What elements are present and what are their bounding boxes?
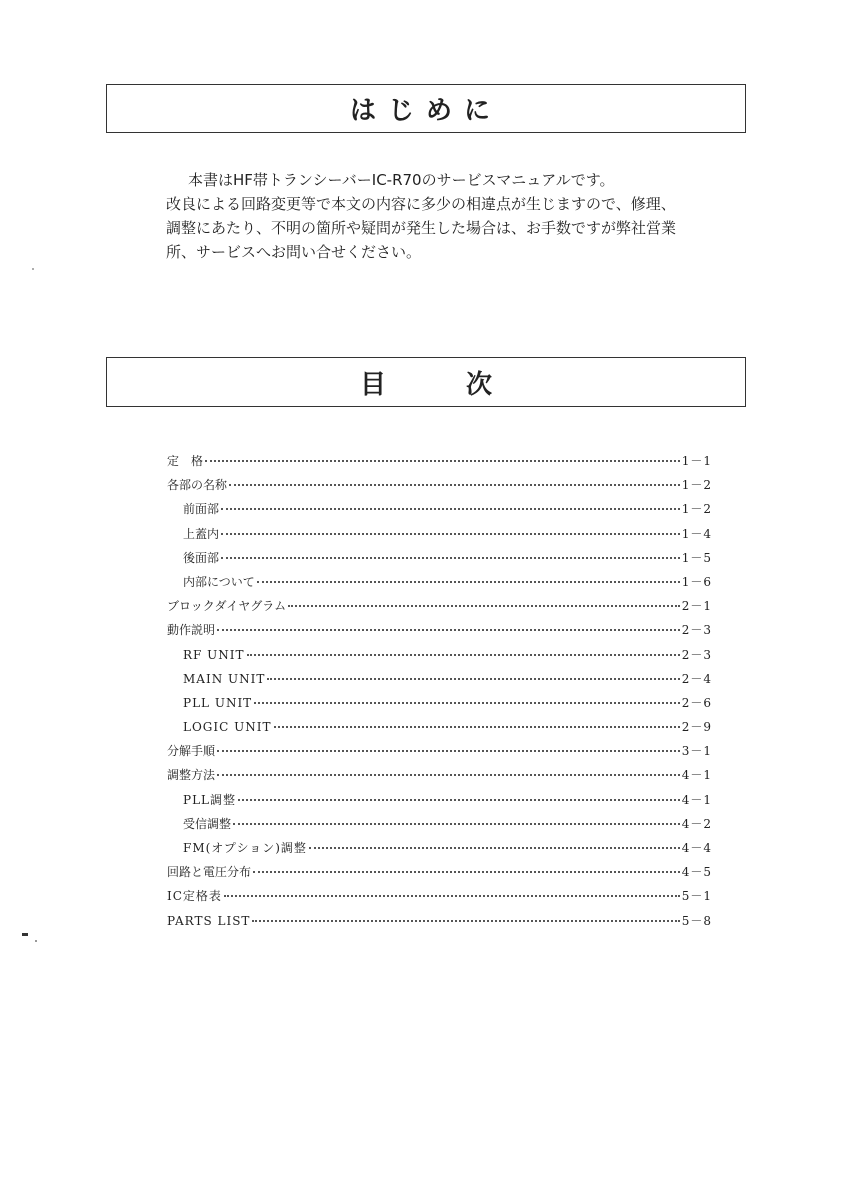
toc-entry-page: 2－1 xyxy=(681,599,712,614)
intro-paragraph xyxy=(166,168,756,264)
toc-entry-label: 受信調整 xyxy=(183,816,232,831)
toc-entry-label: 内部について xyxy=(183,574,255,589)
toc-entry-label: FM(オプション)調整 xyxy=(183,841,307,855)
toc-entry-label: PARTS LIST xyxy=(167,913,251,928)
dot-leader xyxy=(309,847,680,849)
toc-entry-page: 1－1 xyxy=(681,454,712,468)
toc-entry[interactable] xyxy=(167,525,712,549)
toc-entry[interactable] xyxy=(167,452,712,476)
dot-leader xyxy=(252,920,679,922)
toc-entry-page: 3－1 xyxy=(681,744,712,759)
dot-leader xyxy=(267,678,679,680)
toc-entry-label: 分解手順 xyxy=(167,744,216,759)
intro-line: 改良による回路変更等で本文の内容に多少の相違点が生じますので、修理、 xyxy=(166,195,676,213)
dot-leader xyxy=(274,726,680,728)
toc-entry-label: 回路と電圧分布 xyxy=(167,865,252,880)
dot-leader xyxy=(205,460,680,462)
toc-entry-page: 4－2 xyxy=(681,816,712,831)
toc-entry[interactable] xyxy=(167,839,712,863)
dot-leader xyxy=(221,557,680,559)
toc-entry[interactable] xyxy=(167,718,712,742)
toc-entry-page: 5－1 xyxy=(681,889,712,904)
toc-entry-page: 1－2 xyxy=(681,478,712,493)
intro-line: 所、サービスへお問い合せください。 xyxy=(166,243,422,261)
dot-leader xyxy=(233,823,680,825)
toc-entry-page: 2－9 xyxy=(681,720,712,735)
intro-line: 調整にあたり、不明の箇所や疑問が発生した場合は、お手数ですが弊社営業 xyxy=(166,219,677,237)
toc-entry[interactable] xyxy=(167,573,712,597)
toc-entry-page: 1－4 xyxy=(681,526,712,541)
intro-heading-box xyxy=(106,84,746,133)
intro-heading: はじめに xyxy=(349,96,502,126)
dot-leader xyxy=(238,799,680,801)
toc-entry[interactable] xyxy=(167,694,712,718)
table-of-contents xyxy=(167,452,712,936)
dot-leader xyxy=(221,533,680,535)
toc-entry-page: 1－6 xyxy=(681,574,712,589)
toc-entry-label: MAIN UNIT xyxy=(183,671,266,686)
toc-entry[interactable] xyxy=(167,646,712,670)
scan-speck xyxy=(32,268,34,270)
toc-entry-page: 2－6 xyxy=(681,695,712,710)
dot-leader xyxy=(229,484,680,486)
toc-entry-page: 4－1 xyxy=(681,768,712,783)
toc-entry-page: 4－1 xyxy=(681,792,712,807)
toc-entry[interactable] xyxy=(167,815,712,839)
dot-leader xyxy=(217,750,680,752)
toc-entry[interactable] xyxy=(167,476,712,500)
toc-entry-page: 2－3 xyxy=(681,623,712,638)
toc-entry-label: 前面部 xyxy=(183,502,220,517)
toc-entry-label: 各部の名称 xyxy=(167,478,228,493)
toc-entry-page: 1－2 xyxy=(681,502,712,517)
toc-entry[interactable] xyxy=(167,500,712,524)
dot-leader xyxy=(288,605,680,607)
toc-entry[interactable] xyxy=(167,621,712,645)
toc-entry[interactable] xyxy=(167,791,712,815)
dot-leader xyxy=(257,581,680,583)
dot-leader xyxy=(217,774,680,776)
toc-entry[interactable] xyxy=(167,549,712,573)
toc-entry-page: 5－8 xyxy=(681,913,712,928)
toc-entry[interactable] xyxy=(167,670,712,694)
toc-entry-label: RF UNIT xyxy=(183,647,245,662)
toc-entry[interactable] xyxy=(167,863,712,887)
toc-entry[interactable] xyxy=(167,887,712,911)
toc-entry-label: PLL調整 xyxy=(183,792,237,807)
dot-leader xyxy=(217,629,680,631)
toc-entry-label: 調整方法 xyxy=(167,768,216,783)
toc-entry[interactable] xyxy=(167,742,712,766)
toc-entry-page: 4－4 xyxy=(681,841,712,855)
toc-entry[interactable] xyxy=(167,912,712,936)
toc-entry-page: 2－4 xyxy=(681,671,712,686)
toc-entry-page: 4－5 xyxy=(681,865,712,880)
dot-leader xyxy=(224,895,680,897)
toc-entry[interactable] xyxy=(167,766,712,790)
toc-entry-label: PLL UNIT xyxy=(183,695,253,710)
toc-entry-label: 後面部 xyxy=(183,550,220,565)
toc-entry-label: IC定格表 xyxy=(167,889,222,904)
toc-entry-label: 定 格 xyxy=(167,454,204,468)
toc-entry-label: 上蓋内 xyxy=(183,526,220,541)
dot-leader xyxy=(253,871,680,873)
dot-leader xyxy=(254,702,680,704)
dot-leader xyxy=(247,654,680,656)
toc-entry-page: 2－3 xyxy=(681,647,712,662)
toc-entry-label: 動作説明 xyxy=(167,623,216,638)
dot-leader xyxy=(221,508,680,510)
toc-entry-label: ブロックダイヤグラム xyxy=(167,599,287,614)
toc-entry-label: LOGIC UNIT xyxy=(183,720,272,735)
intro-line: 本書はHF帯トランシーバーIC-R70のサービスマニュアルです。 xyxy=(188,171,615,189)
scan-speck xyxy=(22,933,28,936)
toc-entry[interactable] xyxy=(167,597,712,621)
toc-entry-page: 1－5 xyxy=(681,550,712,565)
toc-heading: 目次 xyxy=(359,369,572,400)
scan-speck xyxy=(35,940,37,942)
toc-heading-box xyxy=(106,357,746,407)
